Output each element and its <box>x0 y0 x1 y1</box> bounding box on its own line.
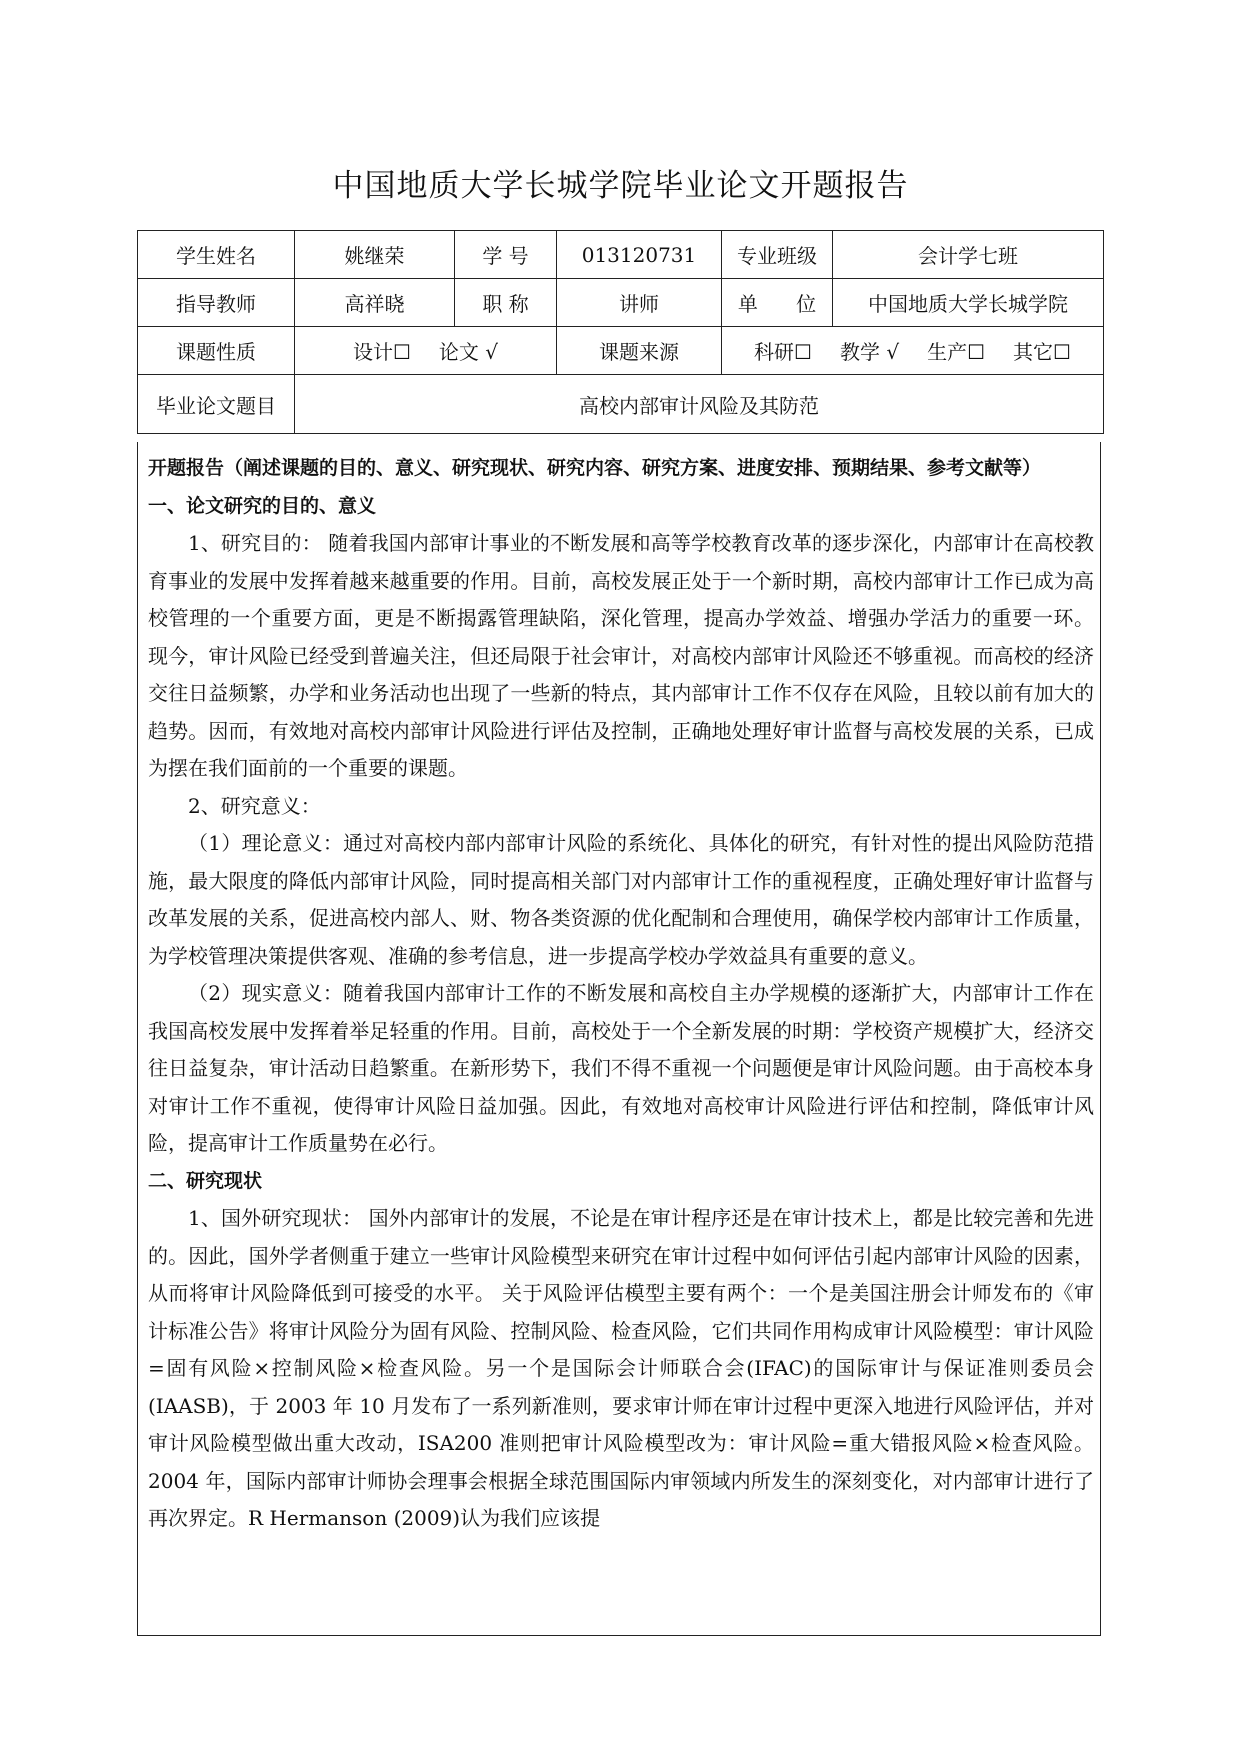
source-label: 课题来源 <box>557 327 722 375</box>
paragraph: 1、研究目的： 随着我国内部审计事业的不断发展和高等学校教育改革的逐步深化，内部审计在高校教育事业的发展中发挥着越来越重要的作用。目前，高校发展正处于一个新时期，高校内部审计工作已成为高校管理的一个重要方面，更是不断揭露管理缺陷，深化管理，提高办学效益、增强办学活力的重要一环。 现今，审计风险已经受到普遍关注，但还局限于社会审计，对高校内部审计风险还不够重视。而高校的经济交往日益频繁，办学和业务活动也出现了一些新的特点，其内部审计工作不仅存在风险，且较以前有加大的趋势。因而，有效地对高校内部审计风险进行评估及控制，正确地处理好审计监督与高校发展的关系，已成为摆在我们面前的一个重要的课题。 <box>148 531 1094 780</box>
report-intro: 开题报告（阐述课题的目的、意义、研究现状、研究内容、研究方案、进度安排、预期结果、参考文献等） <box>148 457 1042 479</box>
source-option-other: 其它☐ <box>1013 340 1071 364</box>
report-body <box>137 442 1101 1636</box>
paragraph: （2）现实意义：随着我国内部审计工作的不断发展和高校自主办学规模的逐渐扩大，内部审计工作在我国高校发展中发挥着举足轻重的作用。目前，高校处于一个全新发展的时期：学校资产规模扩大，经济交往日益复杂，审计活动日趋繁重。在新形势下，我们不得不重视一个问题便是审计风险问题。由于高校本身对审计工作不重视，使得审计风险日益加强。因此，有效地对高校审计风险进行评估和控制，降低审计风险，提高审计工作质量势在必行。 <box>148 981 1094 1155</box>
paragraph: 2、研究意义： <box>188 793 321 818</box>
student-id: 013120731 <box>557 231 722 279</box>
major: 会计学七班 <box>833 231 1104 279</box>
page-title: 中国地质大学长城学院毕业论文开题报告 <box>332 168 909 204</box>
paragraph: （1）理论意义：通过对高校内部内部审计风险的系统化、具体化的研究，有针对性的提出风险防范措施，最大限度的降低内部审计风险，同时提高相关部门对内部审计工作的重视程度，正确处理好审计监督与改革发展的关系，促进高校内部人、财、物各类资源的优化配制和合理使用，确保学校内部审计工作质量，为学校管理决策提供客观、准确的参考信息，进一步提高学校办学效益具有重要的意义。 <box>148 831 1094 968</box>
title-label: 职 称 <box>455 279 557 327</box>
major-label: 专业班级 <box>722 231 833 279</box>
source-option-production: 生产☐ <box>927 340 986 364</box>
advisor-label: 指导教师 <box>138 279 295 327</box>
table-row <box>138 279 1104 327</box>
info-table <box>137 230 1104 434</box>
nature-option-design: 设计☐ <box>352 340 411 364</box>
source-option-research: 科研☐ <box>754 340 812 364</box>
section-heading: 一、论文研究的目的、意义 <box>148 494 377 517</box>
student-id-label: 学 号 <box>455 231 557 279</box>
topic-label: 毕业论文题目 <box>138 375 295 434</box>
advisor: 高祥晓 <box>295 279 455 327</box>
nature-option-thesis: 论文 √ <box>438 340 499 364</box>
unit: 中国地质大学长城学院 <box>833 279 1104 327</box>
section-heading: 二、研究现状 <box>148 1169 263 1192</box>
paragraph: 1、国外研究现状： 国外内部审计的发展，不论是在审计程序还是在审计技术上，都是比较完善和先进的。因此，国外学者侧重于建立一些审计风险模型来研究在审计过程中如何评估引起内部审计风险的因素，从而将审计风险降低到可接受的水平。 关于风险评估模型主要有两个：一个是美国注册会计师发布的《审计标准公告》将审计风险分为固有风险、控制风险、检查风险，它们共同作用构成审计风险模型：审计风险=固有风险×控制风险×检查风险。另一个是国际会计师联合会(IFAC)的国际审计与保证准则委员会(IAASB)，于 2003 年 10 月发布了一系列新准则，要求审计师在审计过程中更深入地进行风险评估，并对审计风险模型做出重大改动，ISA200 准则把审计风险模型改为：审计风险=重大错报风险×检查风险。2004 年，国际内部审计师协会理事会根据全球范围国际内审领域内所发生的深刻变化，对内部审计进行了再次界定。R Hermanson (2009)认为我们应该提 <box>148 1206 1094 1530</box>
nature-options <box>295 327 557 375</box>
table-row <box>138 327 1104 375</box>
title-value: 讲师 <box>557 279 722 327</box>
student-name-label: 学生姓名 <box>138 231 295 279</box>
table-row <box>138 375 1104 434</box>
student-name: 姚继荣 <box>295 231 455 279</box>
table-row <box>138 231 1104 279</box>
source-option-teaching: 教学 √ <box>839 340 900 364</box>
source-options <box>722 327 1104 375</box>
topic: 高校内部审计风险及其防范 <box>295 375 1104 434</box>
nature-label: 课题性质 <box>138 327 295 375</box>
unit-label: 单 位 <box>722 279 833 327</box>
